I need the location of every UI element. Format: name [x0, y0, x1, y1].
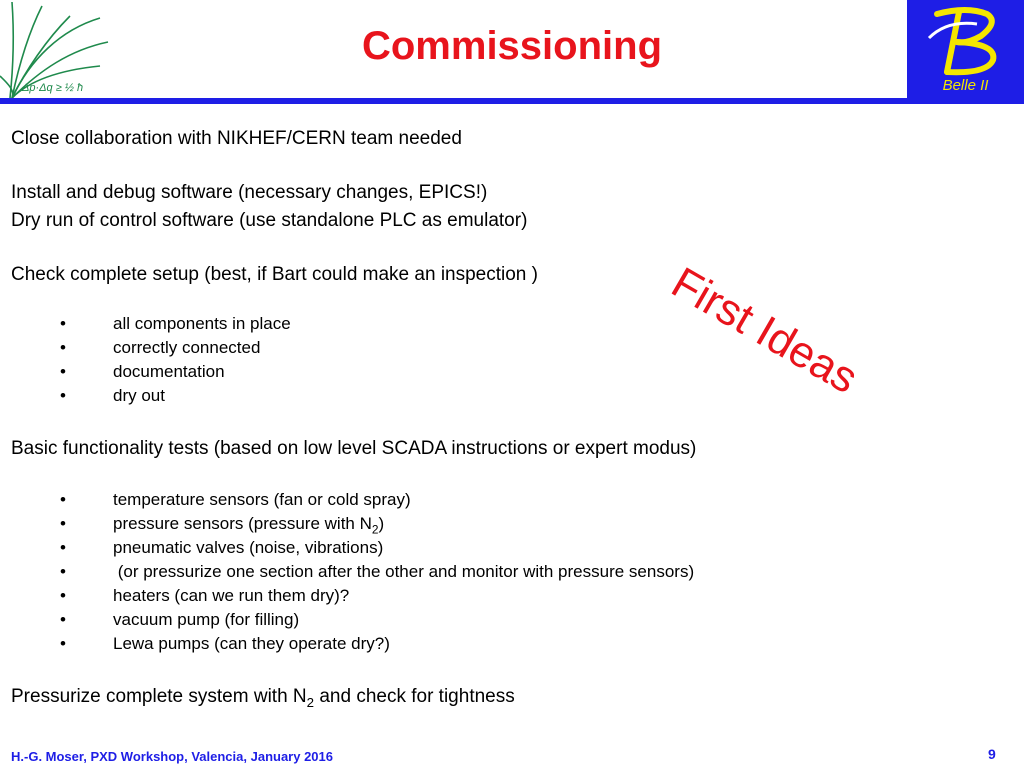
list-item: (or pressurize one section after the other and monitor with pressure sensors)	[113, 562, 695, 581]
header-divider	[0, 98, 1024, 104]
list-item-text: )	[378, 514, 385, 533]
bullet-dot: •	[60, 362, 66, 381]
bullet-dot: •	[60, 338, 66, 357]
page-title: Commissioning	[361, 24, 663, 68]
subscript: 2	[306, 694, 315, 710]
bullet-dot: •	[60, 610, 66, 629]
footer-text: H.-G. Moser, PXD Workshop, Valencia, January 2016	[11, 749, 333, 764]
first-ideas-stamp: First Ideas	[663, 258, 866, 404]
list-item: Lewa pumps (can they operate dry?)	[113, 634, 390, 653]
bullet-dot: •	[60, 586, 66, 605]
list-item: heaters (can we run them dry)?	[113, 586, 350, 605]
bullet-dot: •	[60, 538, 66, 557]
bullet-dot: •	[60, 386, 66, 405]
text-collaboration: Close collaboration with NIKHEF/CERN team needed	[11, 128, 462, 149]
bullet-dot: •	[60, 562, 66, 581]
list-item: dry out	[113, 386, 165, 405]
text-dry-run: Dry run of control software (use standalone PLC as emulator)	[11, 210, 528, 231]
list-item: pneumatic valves (noise, vibrations)	[113, 538, 384, 557]
list-item: temperature sensors (fan or cold spray)	[113, 490, 411, 509]
text-check-setup: Check complete setup (best, if Bart could make an inspection )	[11, 264, 538, 285]
text-segment: and check for tightness	[314, 686, 515, 707]
bullet-dot: •	[60, 314, 66, 333]
text-segment: Pressurize complete system with N	[11, 686, 307, 707]
logo-formula: Δp·Δq ≥ ½ ħ	[22, 82, 84, 94]
bullet-dot: •	[60, 490, 66, 509]
list-item: all components in place	[113, 314, 291, 333]
list-item: documentation	[113, 362, 225, 381]
list-item: correctly connected	[113, 338, 261, 357]
subscript: 2	[371, 522, 379, 537]
text-pressurize	[11, 686, 515, 710]
bullet-dot: •	[60, 634, 66, 653]
belle-ii-logo	[907, 0, 1024, 98]
list-item	[113, 514, 384, 536]
text-functionality-tests: Basic functionality tests (based on low level SCADA instructions or expert modus)	[11, 438, 697, 459]
belle-ii-label: Belle II	[942, 77, 989, 94]
text-install: Install and debug software (necessary changes, EPICS!)	[11, 182, 488, 203]
bullet-dot: •	[60, 514, 66, 533]
list-item-text: pressure sensors (pressure with N	[113, 514, 372, 533]
page-number: 9	[988, 746, 996, 762]
list-item: vacuum pump (for filling)	[113, 610, 300, 629]
